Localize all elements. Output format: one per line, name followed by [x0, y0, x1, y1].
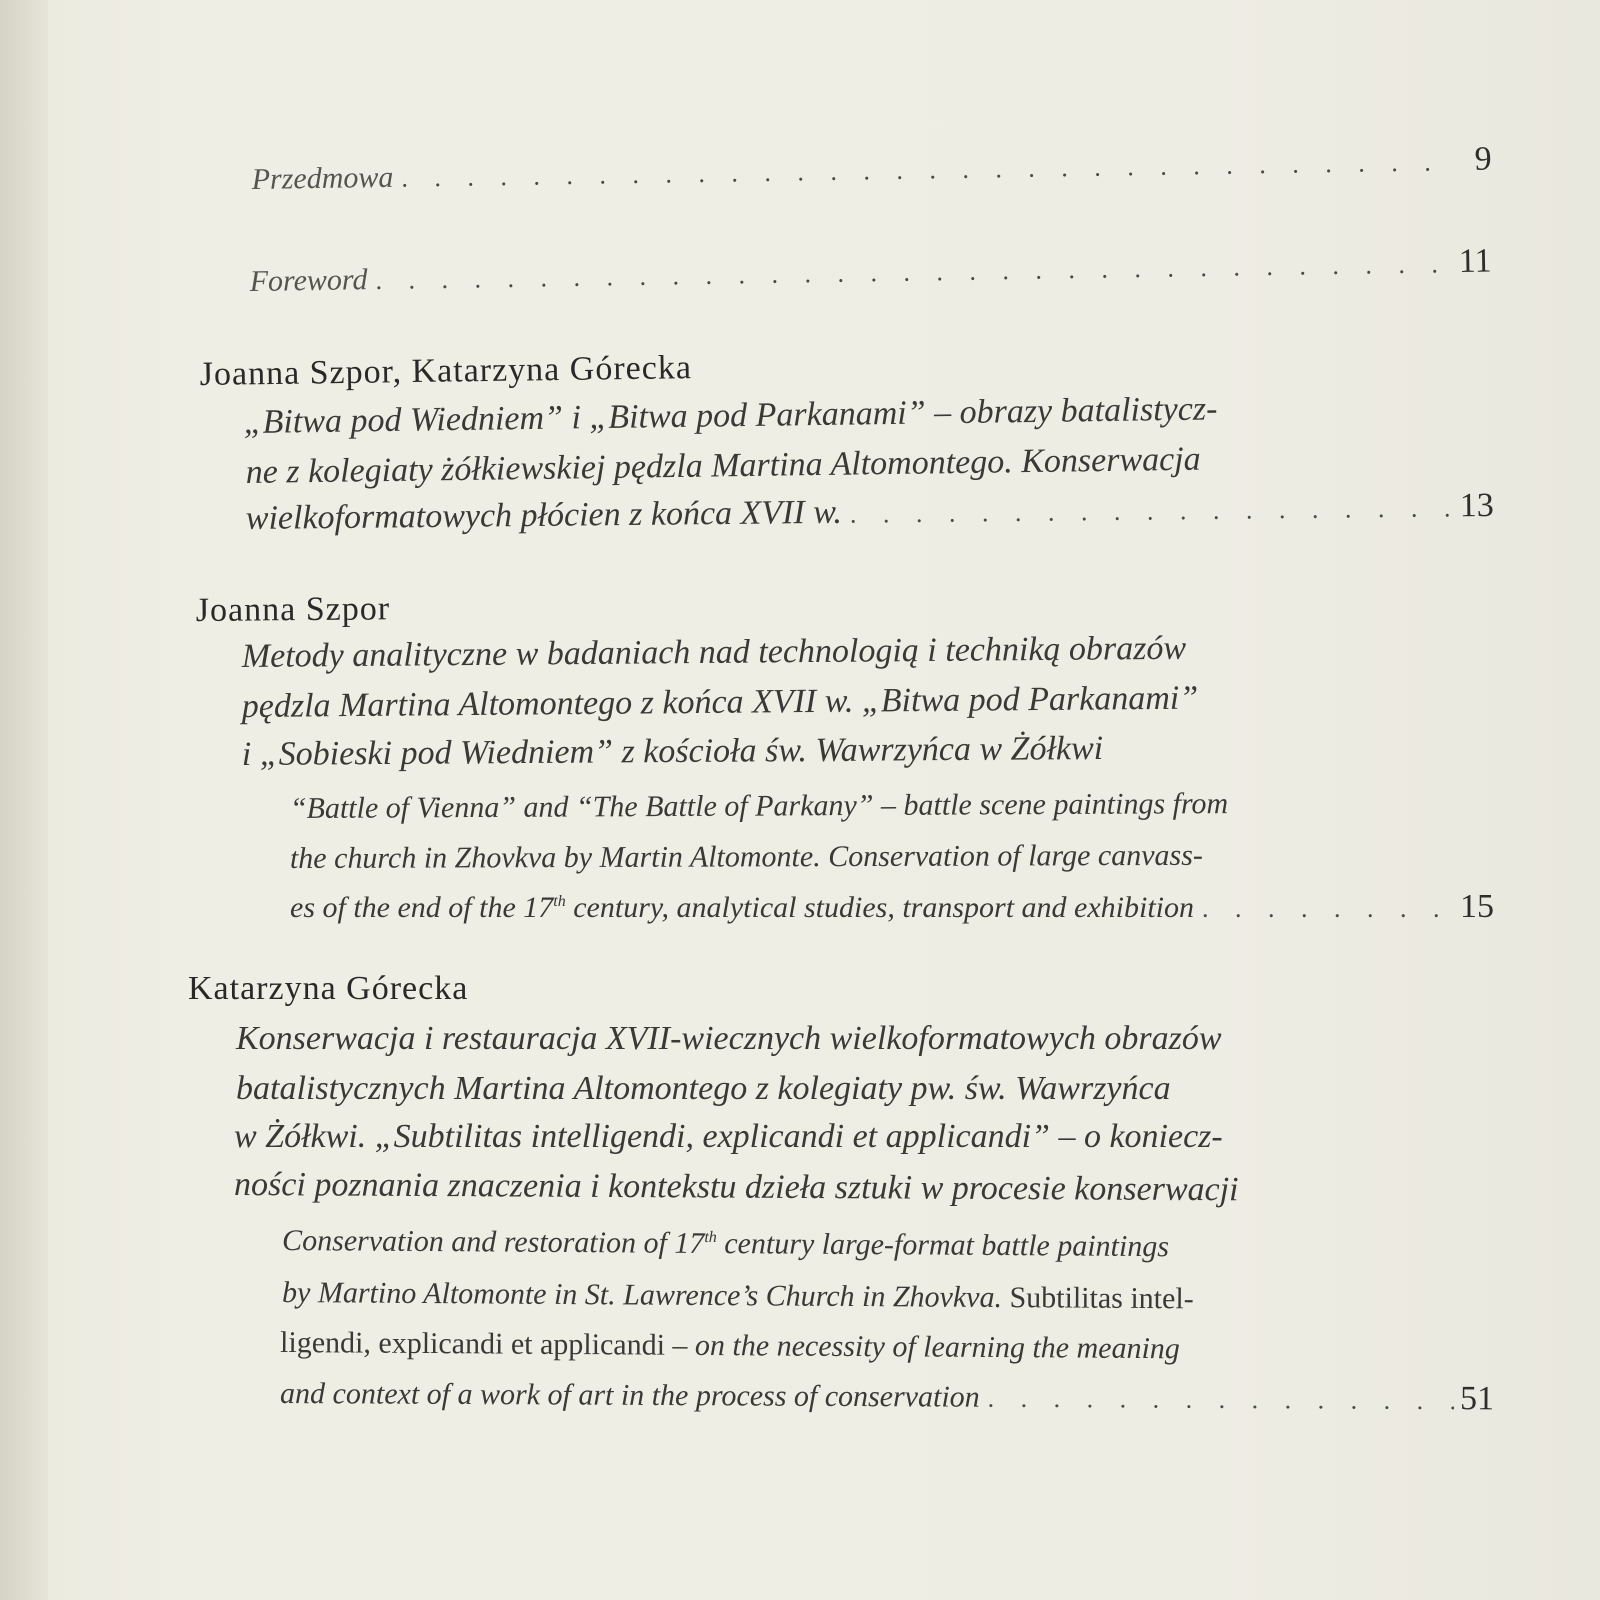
toc-english-title-line[interactable]: ligendi, explicandi et applicandi – on the necessity of learning the meaning [280, 1326, 1180, 1366]
leader-dots [393, 147, 1452, 194]
toc-author: Joanna Szpor [195, 590, 391, 630]
toc-english-title-line[interactable]: by Martino Altomonte in St. Lawrence’s Church in Zhovkva. Subtilitas intel- [282, 1276, 1194, 1316]
toc-title-line: wielkoformatowych płócien z końca XVII w. [245, 493, 843, 538]
toc-title-line[interactable]: „Bitwa pod Wiedniem” i „Bitwa pod Parkanami” – obrazy batalistycz- [243, 390, 1218, 442]
toc-author: Joanna Szpor, Katarzyna Górecka [199, 349, 693, 394]
toc-english-title-line[interactable]: “Battle of Vienna” and “The Battle of Parkany” – battle scene paintings from [289, 787, 1229, 825]
toc-title: Foreword [249, 263, 368, 299]
toc-title-line[interactable]: ności poznania znaczenia i kontekstu dzieła sztuki w procesie konserwacji [234, 1166, 1239, 1209]
leader-dots [1194, 894, 1454, 924]
toc-title-line[interactable]: ne z kolegiaty żółkiewskiej pędzla Martina Altomontego. Konserwacja [245, 440, 1201, 492]
leader-dots [980, 1384, 1455, 1416]
toc-title-line[interactable]: Konserwacja i restauracja XVII-wiecznych wielkoformatowych obrazów [236, 1020, 1222, 1057]
toc-english-title-line: and context of a work of art in the process of conservation [280, 1377, 980, 1414]
toc-entry-1-last[interactable] [246, 487, 1494, 538]
toc-entry-2-last[interactable] [290, 888, 1494, 926]
toc-english-title-line[interactable]: Conservation and restoration of 17th century large-format battle paintings [282, 1224, 1170, 1264]
page-number: 51 [1459, 1380, 1495, 1418]
toc-title-line[interactable]: Metody analityczne w badaniach nad technologią i techniką obrazów [241, 629, 1187, 676]
toc-title-line[interactable]: batalistycznych Martina Altomontego z kolegiaty pw. św. Wawrzyńca [236, 1070, 1171, 1107]
leader-dots [842, 493, 1454, 529]
toc-entry-przedmowa[interactable] [251, 141, 1491, 198]
leader-dots [367, 249, 1452, 296]
page-number: 15 [1460, 888, 1494, 925]
page-number: 11 [1458, 242, 1492, 281]
page-number: 9 [1474, 140, 1492, 178]
toc-title-line[interactable]: pędzla Martina Altomontego z końca XVII w. „Bitwa pod Parkanami” [241, 679, 1199, 726]
toc-title: Przedmowa [251, 160, 394, 197]
page-number: 13 [1459, 486, 1494, 525]
toc-title-line[interactable]: w Żółkwi. „Subtilitas intelligendi, explicandi et applicandi” – o koniecz- [234, 1118, 1223, 1155]
toc-entry-3-last[interactable] [280, 1374, 1494, 1418]
toc-english-title-line[interactable]: the church in Zhovkva by Martin Altomonte. Conservation of large canvass- [289, 838, 1203, 875]
toc-title-line[interactable]: i „Sobieski pod Wiedniem” z kościoła św. Wawrzyńca w Żółkwi [241, 729, 1104, 773]
toc-author: Katarzyna Górecka [188, 970, 469, 1007]
toc-english-title-line: es of the end of the 17th century, analytical studies, transport and exhibition [290, 891, 1195, 924]
toc-entry-foreword[interactable] [249, 242, 1491, 300]
